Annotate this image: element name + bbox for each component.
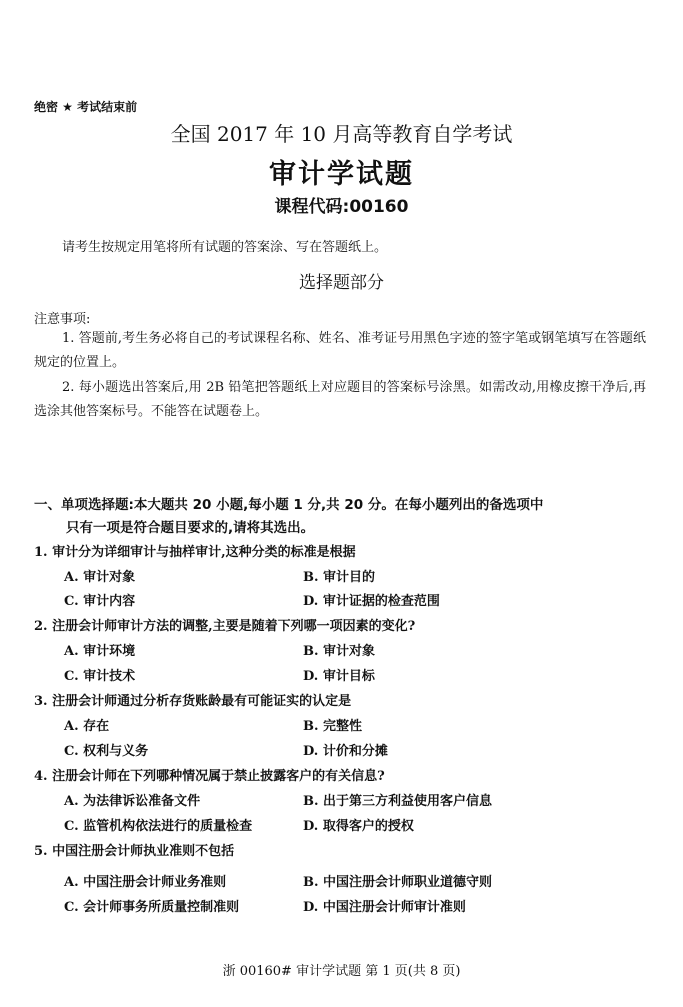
option-5a: A. 中国注册会计师业务准则 <box>64 875 227 890</box>
notice-heading: 注意事项: <box>34 312 91 327</box>
option-5b: B. 中国注册会计师职业道德守则 <box>303 875 493 890</box>
option-4b: B. 出于第三方利益使用客户信息 <box>303 794 493 809</box>
option-2c: C. 审计技术 <box>64 669 136 684</box>
option-4c: C. 监管机构依法进行的质量检查 <box>64 819 253 834</box>
notice-item: 1. 答题前,考生务必将自己的考试课程名称、姓名、准考证号用黑色字迹的签字笔或钢笔填写在答题纸规定的位置上。 <box>34 331 646 370</box>
question-4: 4. 注册会计师在下列哪种情况属于禁止披露客户的有关信息? <box>34 769 385 784</box>
notice-item: 2. 每小题选出答案后,用 2B 铅笔把答题纸上对应题目的答案标号涂黑。如需改动,用橡皮擦干净后,再选涂其他答案标号。不能答在试题卷上。 <box>34 380 646 419</box>
option-1c: C. 审计内容 <box>64 594 136 609</box>
question-5: 5. 中国注册会计师执业准则不包括 <box>34 844 235 859</box>
course-code: 课程代码:00160 <box>274 197 409 217</box>
option-1a: A. 审计对象 <box>64 570 136 585</box>
option-5d: D. 中国注册会计师审计准则 <box>303 900 466 915</box>
confidential-mark: 绝密 ★ 考试结束前 <box>34 100 138 114</box>
question-3: 3. 注册会计师通过分析存货账龄最有可能证实的认定是 <box>34 694 352 709</box>
option-4a: A. 为法律诉讼准备文件 <box>64 794 201 809</box>
section-heading: 一、单项选择题:本大题共 20 小题,每小题 1 分,共 20 分。在每小题列出的备选项中 <box>34 497 544 513</box>
option-3c: C. 权利与义务 <box>64 744 149 759</box>
option-1b: B. 审计目的 <box>303 570 376 585</box>
question-2: 2. 注册会计师审计方法的调整,主要是随着下列哪一项因素的变化? <box>34 619 416 634</box>
section-heading-cont: 只有一项是符合题目要求的,请将其选出。 <box>66 520 315 536</box>
exam-title: 全国 2017 年 10 月高等教育自学考试 <box>170 122 513 146</box>
page-footer: 浙 00160# 审计学试题 第 1 页(共 8 页) <box>222 964 461 979</box>
option-3d: D. 计价和分摊 <box>303 744 388 759</box>
part-title: 选择题部分 <box>299 273 384 293</box>
question-1: 1. 审计分为详细审计与抽样审计,这种分类的标准是根据 <box>34 545 356 560</box>
option-2d: D. 审计目标 <box>303 669 375 684</box>
option-1d: D. 审计证据的检查范围 <box>303 594 440 609</box>
subject-title: 审计学试题 <box>269 159 414 190</box>
option-2b: B. 审计对象 <box>303 644 376 659</box>
option-4d: D. 取得客户的授权 <box>303 819 414 834</box>
option-2a: A. 审计环境 <box>64 644 136 659</box>
option-5c: C. 会计师事务所质量控制准则 <box>64 900 240 915</box>
option-3a: A. 存在 <box>64 719 110 734</box>
option-3b: B. 完整性 <box>303 719 363 734</box>
instruction: 请考生按规定用笔将所有试题的答案涂、写在答题纸上。 <box>62 240 388 255</box>
